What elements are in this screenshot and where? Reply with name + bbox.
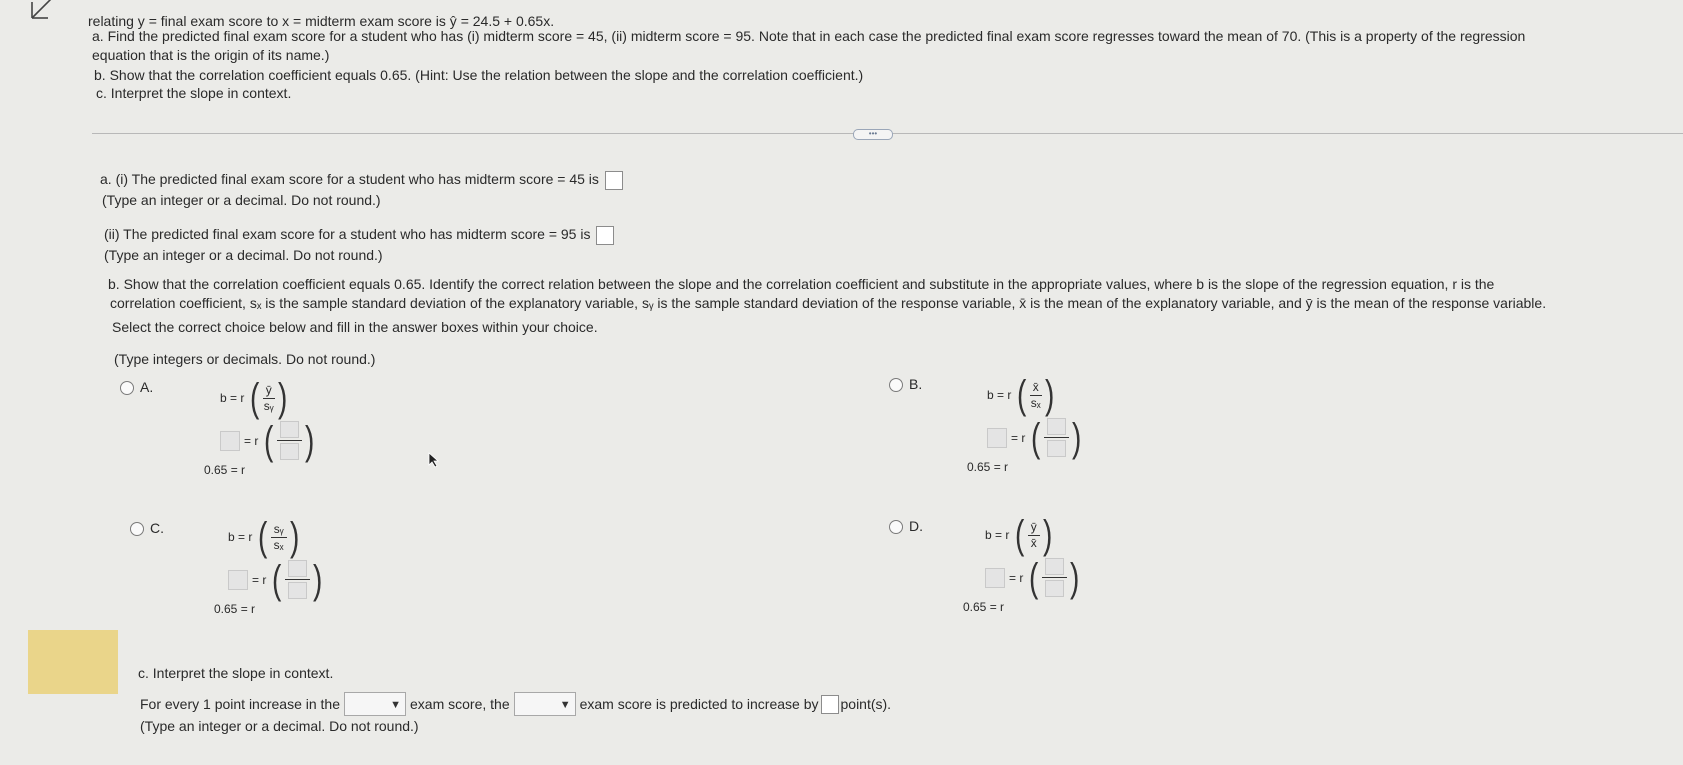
choice-a-b-eq: b = r (220, 391, 245, 405)
choice-a-num-input[interactable] (280, 421, 299, 438)
choice-b-num: x̄ (1030, 380, 1042, 396)
choice-d-den: x̄ (1030, 535, 1037, 550)
choice-a-radio[interactable] (120, 381, 134, 395)
choice-a-eq: = r (244, 433, 259, 448)
choice-d-num-input[interactable] (1045, 558, 1064, 575)
answer-b-hint: (Type integers or decimals. Do not round.) (114, 351, 376, 367)
choice-d-formula: b = r ( $\frac{ȳ}{x̄}$ ) = r ( ) 0.65 = r (963, 513, 1080, 614)
choice-a-den: sᵧ (263, 398, 274, 413)
choice-b-formula: b = r ( $\frac{x̄}{\text{sₓ}}$ ) = r ( ) 0.65 = r (967, 373, 1082, 474)
choice-c-b-eq: b = r (228, 530, 253, 544)
choice-b-den: sₓ (1030, 395, 1041, 410)
choice-d-den-input[interactable] (1045, 580, 1064, 597)
choice-c-r-eq: 0.65 = r (214, 602, 256, 616)
answer-c-s3: exam score is predicted to increase by (579, 696, 819, 712)
answer-c-sentence (140, 692, 891, 716)
choice-c[interactable] (130, 519, 164, 537)
choice-b-num-input[interactable] (1047, 418, 1066, 435)
answer-a-i (100, 170, 625, 190)
answer-b-line1: b. Show that the correlation coefficient equals 0.65. Identify the correct relation between the slope and the correlation coefficient and substitute in the appropriate values, where b is the slope of the regression equation, r is the (108, 276, 1495, 292)
choice-a-r-eq: 0.65 = r (204, 463, 246, 477)
dropdown-arrow-icon: ▼ (559, 699, 571, 711)
choice-d[interactable] (889, 517, 923, 535)
explanatory-dropdown[interactable] (344, 692, 406, 716)
choice-b-b-input[interactable] (987, 428, 1007, 448)
choice-d-b-input[interactable] (985, 568, 1005, 588)
choice-d-r-eq: 0.65 = r (963, 600, 1005, 614)
answer-c-s2: exam score, the (410, 696, 510, 712)
answer-a-ii-input[interactable] (596, 226, 614, 245)
choice-c-eq: = r (252, 572, 267, 587)
choice-a-formula: b = r ( $\frac{ȳ}{\text{sᵧ}}$ ) = r ( ) 0.65 = r (204, 376, 315, 477)
choice-c-b-input[interactable] (228, 570, 248, 590)
choice-b[interactable] (889, 375, 922, 393)
choice-c-label: C. (150, 520, 164, 536)
choice-a-label: A. (140, 379, 154, 395)
choice-b-label: B. (909, 376, 923, 392)
question-part-b: b. Show that the correlation coefficient equals 0.65. (Hint: Use the relation between the slope and the correlation coefficient.) (94, 67, 864, 83)
choice-c-num: sᵧ (271, 522, 287, 538)
choice-b-b-eq: b = r (987, 388, 1012, 402)
answer-c-title: c. Interpret the slope in context. (138, 665, 334, 681)
answer-b-line2: correlation coefficient, sₓ is the sample standard deviation of the explanatory variable, sᵧ is the sample standard deviation of the response variable, x̄ is the mean of the explanatory variable, and ȳ is the mean of the response variable. (110, 295, 1547, 311)
choice-c-den-input[interactable] (288, 582, 307, 599)
mouse-cursor-icon (428, 452, 440, 468)
choice-d-num: ȳ (1028, 520, 1040, 536)
choice-a[interactable] (120, 378, 153, 396)
choice-b-eq: = r (1011, 430, 1026, 445)
highlight-marker (28, 630, 118, 694)
expand-handle[interactable]: ••• (853, 129, 893, 140)
response-dropdown[interactable] (514, 692, 576, 716)
answer-c-s1: For every 1 point increase in the (140, 696, 340, 712)
choice-b-r-eq: 0.65 = r (967, 460, 1009, 474)
choice-d-label: D. (909, 518, 923, 534)
slope-input[interactable] (821, 695, 839, 714)
answer-a-i-text: a. (i) The predicted final exam score for a student who has midterm score = 45 is (100, 171, 599, 187)
answer-a-ii-text: (ii) The predicted final exam score for a student who has midterm score = 95 is (104, 226, 591, 242)
choice-c-den: sₓ (273, 537, 284, 552)
answer-a-i-input[interactable] (605, 171, 623, 190)
back-arrow-icon[interactable] (24, 0, 60, 30)
choice-d-eq: = r (1009, 570, 1024, 585)
choice-a-num: ȳ (263, 383, 275, 399)
question-part-a-cont: equation that is the origin of its name.) (92, 47, 330, 63)
choice-d-b-eq: b = r (985, 528, 1010, 542)
choice-b-den-input[interactable] (1047, 440, 1066, 457)
question-intro: relating y = final exam score to x = midterm exam score is ŷ = 24.5 + 0.65x. (88, 13, 555, 29)
answer-b-line3: Select the correct choice below and fill in the answer boxes within your choice. (112, 319, 598, 335)
choice-a-den-input[interactable] (280, 443, 299, 460)
answer-a-ii-hint: (Type an integer or a decimal. Do not round.) (104, 247, 383, 263)
answer-c-hint: (Type an integer or a decimal. Do not round.) (140, 718, 419, 734)
choice-c-formula: b = r ( $\frac{\text{sᵧ}}{\text{sₓ}}$ ) = r ( ) 0.65 = r (214, 515, 323, 616)
choice-d-radio[interactable] (889, 520, 903, 534)
choice-a-b-input[interactable] (220, 431, 240, 451)
answer-c-s4: point(s). (840, 696, 892, 712)
choice-b-radio[interactable] (889, 378, 903, 392)
question-part-a: a. Find the predicted final exam score for a student who has (i) midterm score = 45, (ii) midterm score = 95. Note that in each case the predicted final exam score regresses toward the mean of 70. (This is a property of the regression (92, 28, 1526, 44)
choice-c-num-input[interactable] (288, 560, 307, 577)
dropdown-arrow-icon: ▼ (390, 699, 401, 711)
answer-a-i-hint: (Type an integer or a decimal. Do not round.) (102, 192, 381, 208)
choice-c-radio[interactable] (130, 522, 144, 536)
answer-a-ii (104, 225, 616, 245)
question-part-c: c. Interpret the slope in context. (96, 85, 292, 101)
